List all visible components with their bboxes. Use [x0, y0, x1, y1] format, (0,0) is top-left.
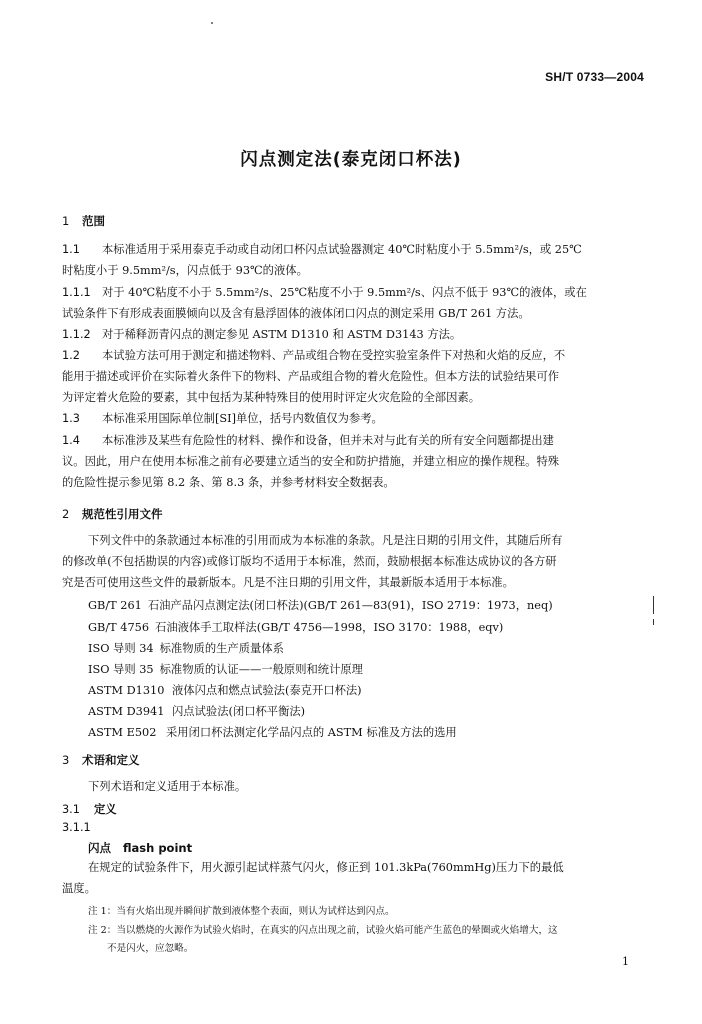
- text-line: 究是否可使用这些文件的最新版本。凡是不注日期的引用文件，其最新版本适用于本标准。: [62, 576, 514, 589]
- section-title: 规范性引用文件: [82, 507, 163, 521]
- reference-code: ISO 导则 34: [88, 642, 154, 655]
- clause-title: 定义: [94, 803, 117, 816]
- reference-title: 标准物质的生产质量体系: [159, 642, 284, 655]
- text-line: 为评定着火危险的要素，其中包括为某种特殊目的使用时评定火灾危险的全部因素。: [62, 391, 480, 404]
- text-line: 下列文件中的条款通过本标准的引用而成为本标准的条款。凡是注日期的引用文件，其随后所有: [88, 534, 563, 547]
- margin-mark: [653, 596, 654, 614]
- reference-title: 石油液体手工取样法(GB/T 4756—1998，ISO 3170：1988，eqv): [155, 621, 504, 634]
- para-1-3: [62, 412, 646, 426]
- text-line: 本标准适用于采用泰克手动或自动闭口杯闪点试验器测定 40℃时粘度小于 5.5mm²/s，或 25℃: [102, 243, 582, 256]
- clause-number: 1.4: [62, 434, 80, 447]
- text-line: 对于 40℃粘度不小于 5.5mm²/s、25℃粘度不小于 9.5mm²/s、闪点不低于 93℃的液体，或在: [102, 286, 587, 299]
- reference-item: [88, 682, 362, 698]
- reference-title: 闪点试验法(闭口杯平衡法): [172, 705, 306, 718]
- margin-mark: [653, 619, 654, 625]
- page-number: 1: [622, 955, 629, 968]
- clause-number: 1.1.1: [62, 286, 91, 299]
- text-line: 对于稀释沥青闪点的测定参见 ASTM D1310 和 ASTM D3143 方法。: [102, 328, 462, 341]
- text-line: 的修改单(不包括勘误的内容)或修订版均不适用于本标准，然而，鼓励根据本标准达成协议的各方研: [62, 555, 557, 568]
- note-1: 注 1：当有火焰出现并瞬间扩散到液体整个表面，则认为试样达到闪点。: [88, 906, 395, 917]
- text-line: 本标准涉及某些有危险性的材料、操作和设备，但并未对与此有关的所有安全问题都提出建: [102, 434, 554, 447]
- reference-code: ISO 导则 35: [88, 663, 154, 676]
- reference-code: ASTM E502: [88, 726, 157, 739]
- para-1-1-2: [62, 328, 646, 342]
- section-number: 1: [62, 214, 70, 228]
- para-1-1: [62, 243, 646, 257]
- term-chinese: 闪点: [88, 841, 111, 855]
- clause-number: 1.1: [62, 243, 80, 256]
- reference-title: 液体闪点和燃点试验法(泰克开口杯法): [172, 684, 362, 697]
- para-1-4: [62, 434, 646, 448]
- clause-number: 1.2: [62, 349, 80, 362]
- reference-item: [88, 724, 457, 740]
- reference-title: 采用闭口杯法测定化学品闪点的 ASTM 标准及方法的选用: [166, 726, 457, 739]
- section-3-heading: [62, 752, 140, 768]
- para-1-1-1: [62, 286, 646, 300]
- note-2: 注 2：当以燃烧的火源作为试验火焰时，在真实的闪点出现之前，试验火焰可能产生蓝色的晕圈或火焰增大，这: [88, 925, 558, 936]
- reference-item: [88, 640, 284, 656]
- reference-item: [88, 661, 363, 677]
- text-line: 能用于描述或评价在实际着火条件下的物料、产品或组合物的着火危险性。但本方法的试验结果可作: [62, 370, 560, 383]
- clause-number: 3.1: [62, 803, 80, 816]
- text-line: 本标准采用国际单位制[SI]单位，括号内数值仅为参考。: [102, 412, 383, 425]
- text-line: 试验条件下有形成表面膜倾向以及含有悬浮固体的液体闭口闪点的测定采用 GB/T 261 方法。: [62, 307, 530, 320]
- scan-speck: [211, 22, 213, 24]
- reference-code: ASTM D1310: [88, 684, 165, 697]
- reference-item: [88, 597, 553, 613]
- text-line: 温度。: [62, 882, 96, 895]
- section-title: 术语和定义: [82, 753, 140, 767]
- text-line: 本试验方法可用于测定和描述物料、产品或组合物在受控实验室条件下对热和火焰的反应，不: [102, 349, 566, 362]
- para-1-2: [62, 349, 646, 363]
- text-line: 下列术语和定义适用于本标准。: [88, 780, 247, 793]
- clause-number: 1.3: [62, 412, 80, 425]
- text-line: 议。因此，用户在使用本标准之前有必要建立适当的安全和防护措施，并建立相应的操作规程。特殊: [62, 455, 560, 468]
- text-line: 时粘度小于 9.5mm²/s，闪点低于 93℃的液体。: [62, 264, 308, 277]
- section-1-heading: [62, 213, 105, 229]
- section-title: 范围: [82, 214, 105, 228]
- reference-code: GB/T 4756: [88, 621, 150, 634]
- reference-code: GB/T 261: [88, 599, 142, 612]
- reference-item: [88, 703, 305, 719]
- clause-number: 3.1.1: [62, 821, 91, 834]
- clause-3-1: [62, 801, 117, 817]
- reference-item: [88, 619, 503, 635]
- clause-number: 1.1.2: [62, 328, 91, 341]
- section-number: 3: [62, 753, 70, 767]
- reference-title: 标准物质的认证——一般原则和统计原理: [159, 663, 363, 676]
- standard-id: SH/T 0733—2004: [545, 70, 644, 84]
- page-title: 闪点测定法(泰克闭口杯法): [240, 150, 462, 170]
- reference-title: 石油产品闪点测定法(闭口杯法)(GB/T 261—83(91)，ISO 2719：1973，neq): [147, 599, 553, 612]
- section-number: 2: [62, 507, 70, 521]
- term-entry: [88, 840, 192, 856]
- term-english: flash point: [123, 841, 193, 855]
- text-line: 的危险性提示参见第 8.2 条、第 8.3 条，并参考材料安全数据表。: [62, 476, 395, 489]
- reference-code: ASTM D3941: [88, 705, 165, 718]
- section-2-heading: [62, 506, 163, 522]
- text-line: 在规定的试验条件下，用火源引起试样蒸气闪火，修正到 101.3kPa(760mmHg)压力下的最低: [88, 861, 564, 874]
- note-2-continued: 不是闪火，应忽略。: [107, 943, 194, 954]
